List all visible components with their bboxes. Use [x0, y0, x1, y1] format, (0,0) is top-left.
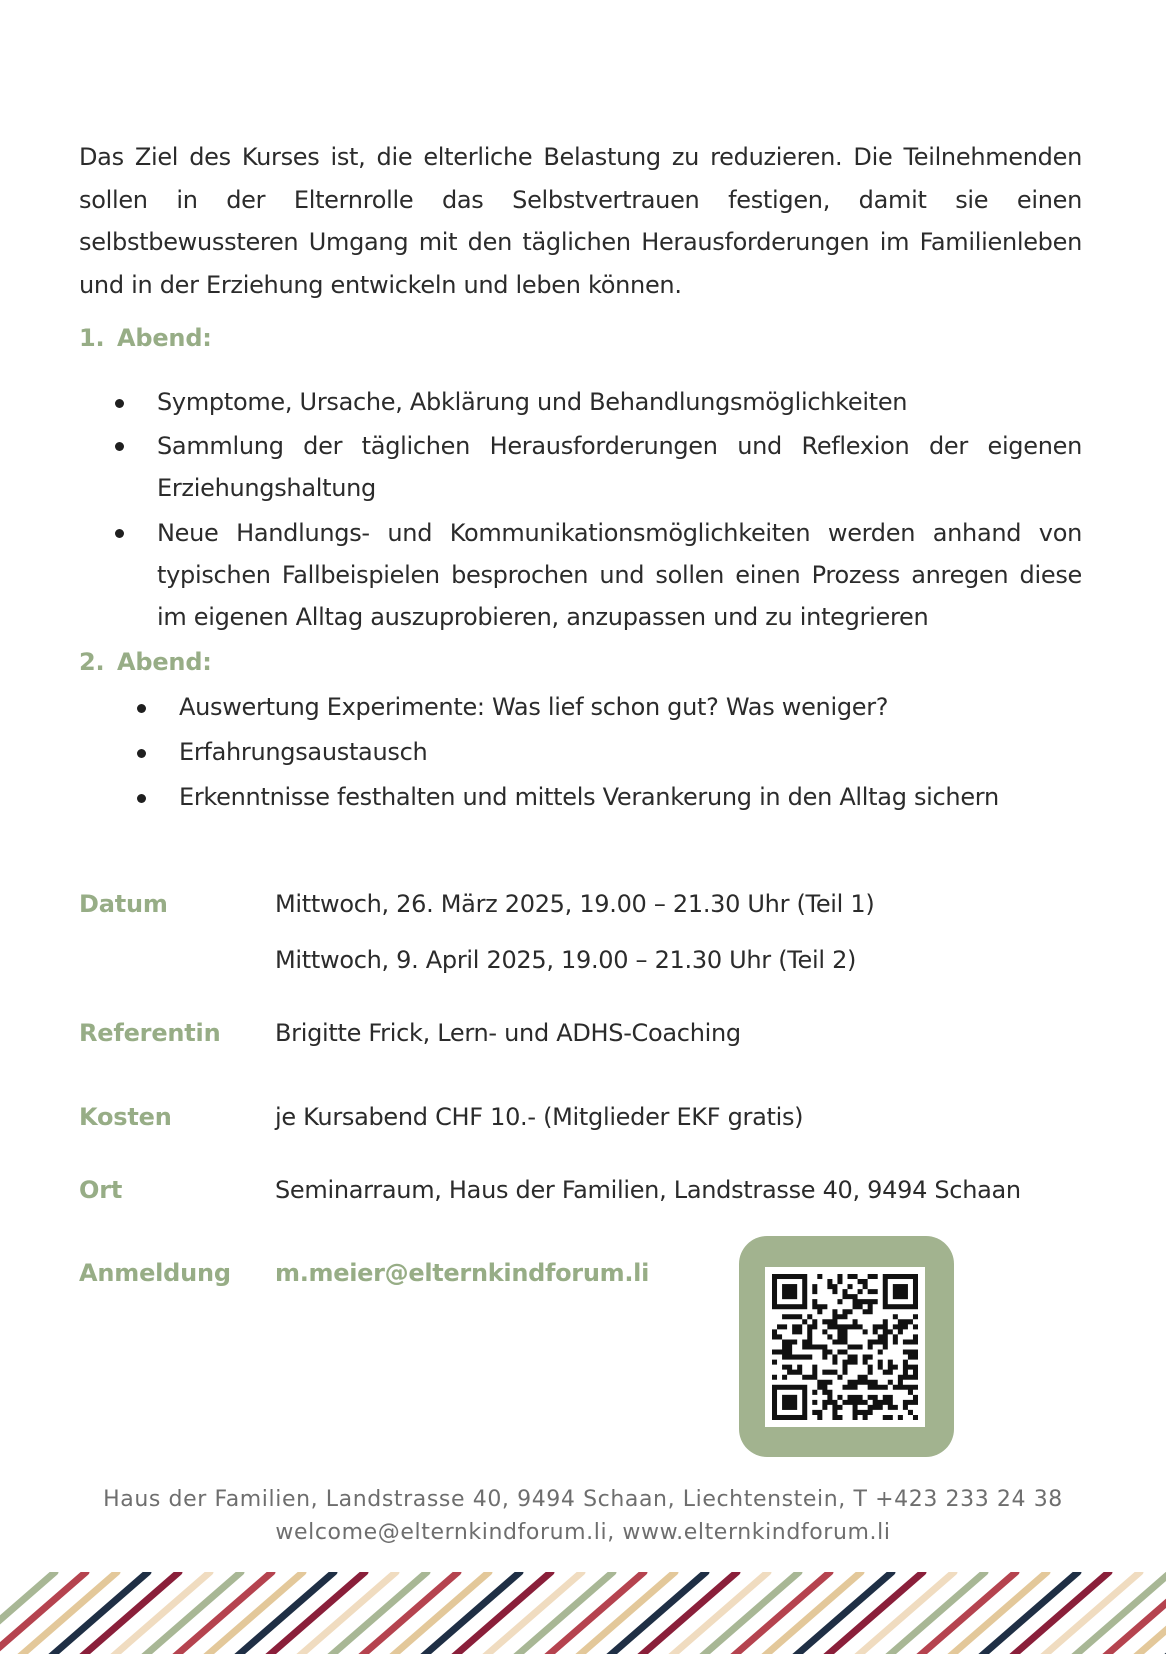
referentin-label: Referentin	[79, 1019, 221, 1047]
ort-label: Ort	[79, 1176, 123, 1204]
list-item: Sammlung der täglichen Herausforderungen und Reflexion der eigenen Erziehungshaltung	[157, 425, 1082, 509]
list-item: Auswertung Experimente: Was lief schon gut? Was weniger?	[179, 693, 1082, 722]
footer-address: Haus der Familien, Landstrasse 40, 9494 Schaan, Liechtenstein, T +423 233 24 38	[103, 1487, 1063, 1512]
anmeldung-label: Anmeldung	[79, 1259, 231, 1287]
section-number: 2.	[79, 648, 105, 676]
section-2-list	[179, 693, 1082, 827]
qr-code-frame	[739, 1236, 954, 1457]
footer-contact: welcome@elternkindforum.li, www.elternkindforum.li	[275, 1520, 891, 1545]
referentin-value: Brigitte Frick, Lern- und ADHS-Coaching	[275, 1019, 741, 1047]
kosten-label: Kosten	[79, 1103, 172, 1131]
list-item: Symptome, Ursache, Abklärung und Behandlungsmöglichkeiten	[157, 388, 1082, 417]
bullet-icon	[115, 399, 124, 408]
list-item: Erfahrungsaustausch	[179, 738, 1082, 767]
section-title: Abend:	[117, 648, 212, 676]
kosten-value: je Kursabend CHF 10.- (Mitglieder EKF gratis)	[275, 1103, 804, 1131]
bullet-icon	[115, 442, 124, 451]
qr-code-icon	[772, 1274, 918, 1420]
anmeldung-email-link[interactable]: m.meier@elternkindforum.li	[275, 1259, 650, 1287]
datum-label: Datum	[79, 890, 168, 918]
section-heading-2	[79, 648, 212, 676]
section-title: Abend:	[117, 324, 212, 352]
bullet-icon	[137, 704, 146, 713]
list-item: Erkenntnisse festhalten und mittels Verankerung in den Alltag sichern	[179, 783, 1082, 812]
bullet-icon	[115, 529, 124, 538]
section-1-list	[157, 388, 1082, 639]
datum-value-2: Mittwoch, 9. April 2025, 19.00 – 21.30 Uhr (Teil 2)	[275, 946, 857, 974]
ort-value: Seminarraum, Haus der Familien, Landstrasse 40, 9494 Schaan	[275, 1176, 1021, 1204]
section-heading-1	[79, 324, 212, 352]
list-item: Neue Handlungs- und Kommunikationsmöglichkeiten werden anhand von typischen Fallbeispielen besprochen und sollen einen Prozess anregen diese im eigenen Alltag auszuprobieren, anzupassen und zu integrieren	[157, 512, 1082, 638]
datum-value-1: Mittwoch, 26. März 2025, 19.00 – 21.30 Uhr (Teil 1)	[275, 890, 875, 918]
bullet-icon	[137, 794, 146, 803]
decorative-stripes	[0, 1572, 1166, 1654]
bullet-icon	[137, 749, 146, 758]
section-number: 1.	[79, 324, 105, 352]
qr-code	[765, 1267, 925, 1427]
intro-paragraph: Das Ziel des Kurses ist, die elterliche Belastung zu reduzieren. Die Teilnehmenden sollen in der Elternrolle das Selbstvertrauen festigen, damit sie einen selbstbewussteren Umgang mit den täglichen Herausforderungen im Familienleben und in der Erziehung entwickeln und leben können.	[79, 143, 1082, 299]
